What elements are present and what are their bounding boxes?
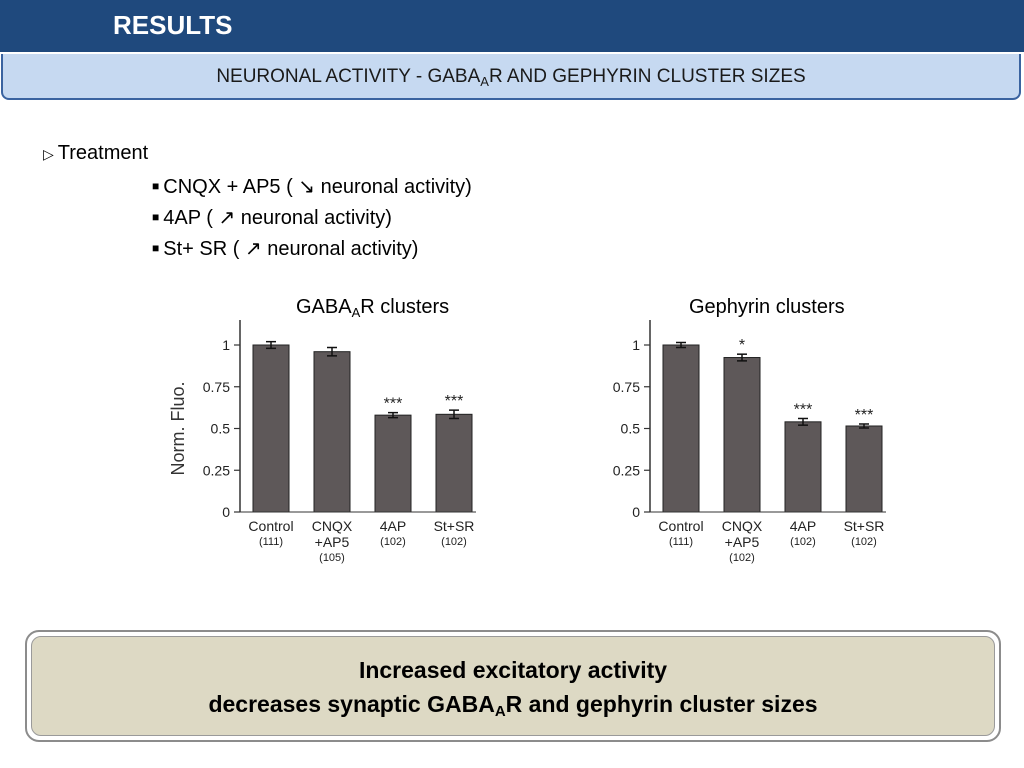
treatment-heading xyxy=(43,142,148,165)
subtitle-rest: R AND GEPHYRIN CLUSTER SIZES xyxy=(488,66,806,87)
y-tick-label: 0.25 xyxy=(202,462,230,479)
sample-size-label: (102) xyxy=(441,536,467,548)
chart-title-rest: R clusters xyxy=(360,296,450,318)
x-tick-label: CNQX xyxy=(721,518,763,534)
x-tick-label: +AP5 xyxy=(314,534,350,550)
square-bullet-icon: ■ xyxy=(152,179,160,193)
subtitle-main: NEURONAL ACTIVITY - GABA xyxy=(216,66,481,87)
treatment-label: Treatment xyxy=(57,142,149,164)
y-tick-label: 0.5 xyxy=(210,420,230,437)
square-bullet-icon: ■ xyxy=(152,241,160,255)
significance-label: *** xyxy=(444,393,464,411)
y-axis-label: Norm. Fluo. xyxy=(168,381,188,476)
significance-label: *** xyxy=(383,395,403,413)
y-tick-label: 0.5 xyxy=(620,420,640,437)
square-bullet-icon: ■ xyxy=(152,210,160,224)
y-tick-label: 0.75 xyxy=(612,378,640,395)
gabaar-bar-chart xyxy=(150,315,500,580)
y-tick-label: 0.25 xyxy=(612,462,640,479)
x-tick-label: Control xyxy=(658,518,704,534)
y-tick-label: 1 xyxy=(222,337,230,353)
chart-title-main: GABA xyxy=(296,296,352,318)
sample-size-label: (105) xyxy=(319,552,345,564)
x-tick-label: Control xyxy=(248,518,294,534)
sample-size-label: (111) xyxy=(668,536,694,548)
conclusion-line-2-main: decreases synaptic GABA xyxy=(208,691,495,717)
conclusion-line-1: Increased excitatory activity xyxy=(358,657,668,683)
bar xyxy=(724,358,760,512)
x-tick-label: +AP5 xyxy=(724,534,760,550)
y-tick-label: 1 xyxy=(632,337,640,353)
sample-size-label: (102) xyxy=(380,536,406,548)
y-tick-label: 0 xyxy=(632,504,640,520)
subtitle-subscript: A xyxy=(480,74,489,89)
chart-title-main: Gephyrin clusters xyxy=(689,296,845,318)
bar xyxy=(375,415,411,512)
conclusion-box xyxy=(25,630,1001,742)
x-tick-label: CNQX xyxy=(311,518,353,534)
bar xyxy=(785,422,821,512)
x-tick-label: St+SR xyxy=(433,518,475,534)
bar xyxy=(253,345,289,512)
y-tick-label: 0 xyxy=(222,504,230,520)
bar xyxy=(314,352,350,512)
treatment-item xyxy=(152,236,418,261)
treatment-item-text: CNQX + AP5 ( ↘ neuronal activity) xyxy=(163,176,472,198)
treatment-item xyxy=(152,174,472,199)
gephyrin-bar-chart xyxy=(560,315,910,580)
chart-title-subscript: A xyxy=(351,305,361,320)
subtitle-box xyxy=(1,54,1021,100)
sample-size-label: (111) xyxy=(258,536,284,548)
bar xyxy=(436,414,472,512)
significance-label: *** xyxy=(793,401,813,419)
treatment-item xyxy=(152,205,392,230)
significance-label: * xyxy=(738,337,746,355)
x-tick-label: St+SR xyxy=(843,518,885,534)
sample-size-label: (102) xyxy=(729,552,755,564)
bar xyxy=(846,426,882,512)
triangle-right-icon: ▷ xyxy=(43,146,54,162)
significance-label: *** xyxy=(854,406,874,424)
subtitle xyxy=(3,66,1019,89)
header-bar xyxy=(0,0,1024,52)
sample-size-label: (102) xyxy=(790,536,816,548)
y-tick-label: 0.75 xyxy=(202,378,230,395)
conclusion-inner xyxy=(31,636,995,736)
treatment-item-text: St+ SR ( ↗ neuronal activity) xyxy=(163,238,419,260)
x-tick-label: 4AP xyxy=(789,518,817,534)
sample-size-label: (102) xyxy=(851,536,877,548)
conclusion-line-2 xyxy=(32,691,994,720)
page-title: RESULTS xyxy=(113,10,233,40)
conclusion-subscript: A xyxy=(494,703,506,720)
x-tick-label: 4AP xyxy=(379,518,407,534)
conclusion-line-2-rest: R and gephyrin cluster sizes xyxy=(505,691,818,717)
bar xyxy=(663,345,699,512)
treatment-item-text: 4AP ( ↗ neuronal activity) xyxy=(163,207,392,229)
